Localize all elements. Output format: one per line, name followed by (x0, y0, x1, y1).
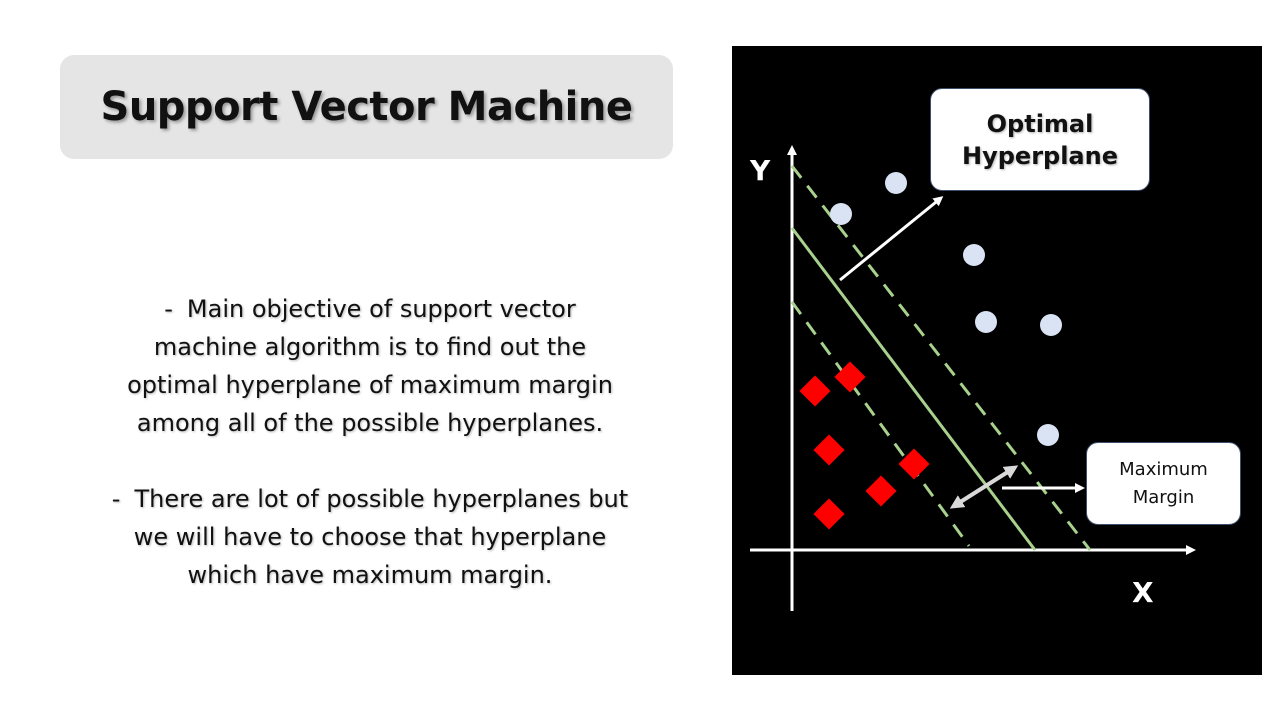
bullet-1-line-1: - Main objective of support vector (60, 290, 680, 328)
slide-title: Support Vector Machine (100, 84, 633, 130)
y-axis-label: Y (750, 154, 771, 187)
optimal-callout-line-1: Optimal (986, 109, 1094, 138)
circle-point (1040, 314, 1062, 336)
title-box (60, 55, 673, 159)
diamond-point (799, 375, 830, 406)
svm-diagram-panel (732, 46, 1262, 675)
bullet-2 (60, 480, 680, 594)
diamond-point (813, 498, 844, 529)
circle-point (1037, 424, 1059, 446)
diamond-point (865, 475, 896, 506)
bullet-2-dash: - (111, 485, 121, 513)
margin-callout-line-1: Maximum (1119, 458, 1208, 480)
bullet-1-line-4: among all of the possible hyperplanes. (136, 409, 604, 437)
circle-point (885, 172, 907, 194)
circle-point (963, 244, 985, 266)
bullet-2-line-3: which have maximum margin. (187, 561, 553, 589)
circle-point (975, 311, 997, 333)
bullet-1-dash: - (164, 295, 173, 323)
bullet-2-line-2: we will have to choose that hyperplane (133, 523, 607, 551)
optimal-hyperplane-callout (930, 88, 1150, 191)
maximum-margin-callout (1086, 442, 1241, 525)
diamond-point (813, 434, 844, 465)
bullet-1-line-3: optimal hyperplane of maximum margin (127, 371, 613, 399)
optimal-hyperplane-pointer-arrow (840, 198, 941, 280)
bullet-2-line-1: - There are lot of possible hyperplanes but (60, 480, 680, 518)
margin-callout-line-2: Margin (1132, 486, 1195, 508)
circle-point (830, 203, 852, 225)
x-axis-label: X (1132, 576, 1154, 609)
bullet-list (60, 290, 680, 594)
bullet-1 (60, 290, 680, 442)
bullet-1-line-2: machine algorithm is to find out the (153, 333, 587, 361)
optimal-callout-line-2: Hyperplane (962, 141, 1118, 170)
